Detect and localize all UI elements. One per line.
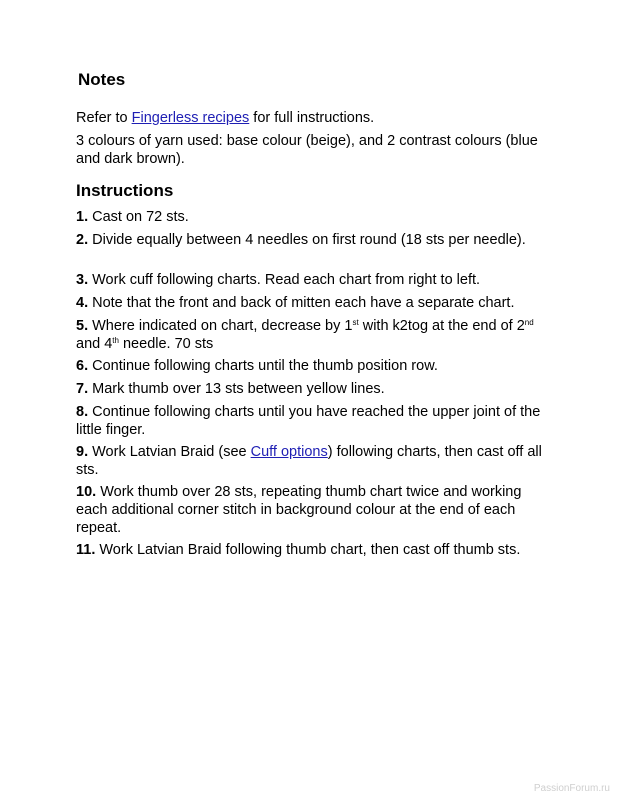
step-1: [76, 208, 546, 226]
step-number: 11.: [76, 542, 96, 558]
step-number: 1.: [76, 209, 89, 225]
step-text: Where indicated on chart, decrease by 1: [88, 318, 353, 334]
step-number: 6.: [76, 358, 89, 374]
ordinal-suffix: nd: [524, 318, 534, 327]
step-text: ) following charts, then cast off all sts.: [76, 444, 542, 478]
notes-heading: Notes: [78, 70, 126, 89]
step-text: Note that the front and back of mitten each have a separate chart.: [88, 295, 515, 311]
step-text: Work Latvian Braid (see: [88, 444, 251, 460]
refer-text-pre: Refer to: [76, 110, 132, 126]
step-number: 2.: [76, 232, 89, 248]
step-10: [76, 483, 546, 537]
step-3: [76, 271, 546, 289]
step-2: [76, 231, 546, 249]
step-4: [76, 294, 546, 312]
yarn-paragraph: 3 colours of yarn used: base colour (beige), and 2 contrast colours (blue and dark brown).: [76, 133, 538, 167]
step-text: and 4: [76, 336, 113, 352]
step-text: Continue following charts until the thumb position row.: [88, 358, 438, 374]
step-6: [76, 357, 546, 375]
step-text: with k2tog at the end of 2: [358, 318, 525, 334]
step-8: [76, 403, 546, 439]
step-text: needle. 70 sts: [118, 336, 214, 352]
step-number: 8.: [76, 404, 89, 420]
step-text: Continue following charts until you have reached the upper joint of the little finger.: [76, 404, 541, 438]
step-text: Cast on 72 sts.: [88, 209, 189, 225]
step-text: Divide equally between 4 needles on first round (18 sts per needle).: [88, 232, 526, 248]
step-number: 10.: [76, 484, 97, 500]
step-number: 7.: [76, 381, 89, 397]
step-number: 5.: [76, 318, 89, 334]
step-11: [76, 541, 546, 559]
step-text: Work Latvian Braid following thumb chart, then cast off thumb sts.: [95, 542, 521, 558]
fingerless-recipes-link[interactable]: Fingerless recipes: [131, 110, 250, 126]
step-text: Work thumb over 28 sts, repeating thumb chart twice and working each additional corner stitch in background colour at the end of each repeat.: [76, 484, 522, 536]
ordinal-suffix: st: [352, 318, 359, 327]
step-7: [76, 380, 546, 398]
step-text: Work cuff following charts. Read each chart from right to left.: [88, 272, 481, 288]
step-number: 3.: [76, 272, 89, 288]
refer-paragraph: [76, 109, 546, 127]
cuff-options-link[interactable]: Cuff options: [250, 444, 328, 460]
instructions-heading: Instructions: [76, 181, 174, 200]
refer-text-post: for full instructions.: [249, 110, 375, 126]
step-number: 9.: [76, 444, 89, 460]
step-number: 4.: [76, 295, 89, 311]
step-5: [76, 317, 546, 353]
ordinal-suffix: th: [112, 336, 119, 345]
step-9: [76, 443, 546, 479]
watermark: PassionForum.ru: [533, 783, 610, 794]
step-text: Mark thumb over 13 sts between yellow lines.: [88, 381, 385, 397]
